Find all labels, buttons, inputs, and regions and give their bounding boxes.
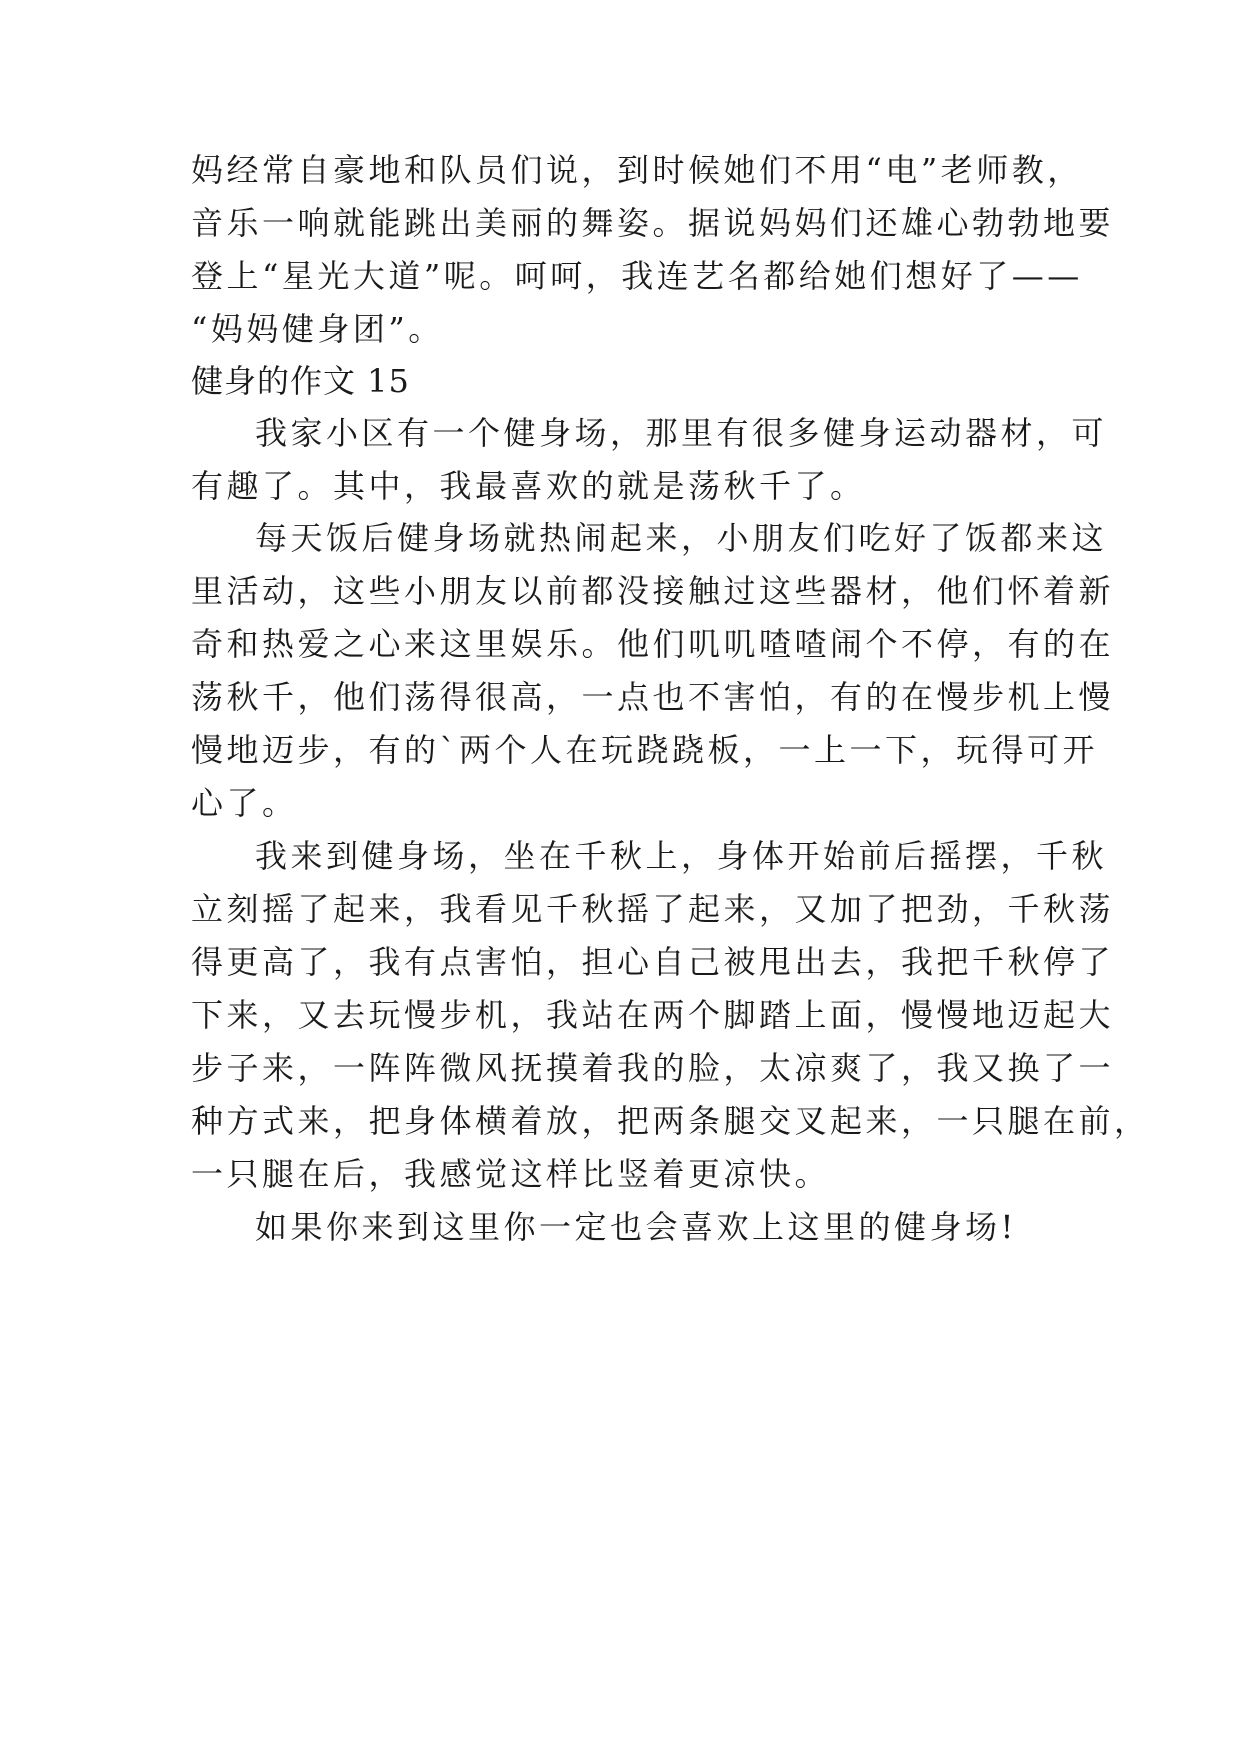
paragraph-first-line: 我来到健身场，坐在千秋上，身体开始前后摇摆，千秋 — [255, 837, 1108, 875]
text-line: 一只腿在后，我感觉这样比竖着更凉快。 — [191, 1155, 831, 1193]
text-line: 妈经常自豪地和队员们说，到时候她们不用“电”老师教， — [191, 151, 1083, 189]
text-line: 步子来，一阵阵微风抚摸着我的脸，太凉爽了，我又换了一 — [191, 1049, 1115, 1087]
text-line: 有趣了。其中，我最喜欢的就是荡秋千了。 — [191, 467, 866, 505]
text-line: 心了。 — [191, 784, 298, 822]
text-line: 里活动，这些小朋友以前都没接触过这些器材，他们怀着新 — [191, 572, 1115, 610]
text-line: 慢地迈步，有的`两个人在玩跷跷板，一上一下，玩得可开 — [191, 731, 1099, 769]
paragraph-first-line: 每天饭后健身场就热闹起来，小朋友们吃好了饭都来这 — [255, 519, 1108, 557]
text-line: 奇和热爱之心来这里娱乐。他们叽叽喳喳闹个不停，有的在 — [191, 625, 1115, 663]
section-heading: 健身的作文 15 — [191, 362, 410, 400]
text-line: 荡秋千，他们荡得很高，一点也不害怕，有的在慢步机上慢 — [191, 678, 1115, 716]
text-line: 种方式来，把身体横着放，把两条腿交叉起来，一只腿在前， — [191, 1102, 1150, 1140]
text-line: “妈妈健身团”。 — [191, 310, 444, 348]
text-line: 登上“星光大道”呢。呵呵，我连艺名都给她们想好了—— — [191, 257, 1083, 295]
paragraph-first-line: 如果你来到这里你一定也会喜欢上这里的健身场! — [255, 1208, 1017, 1246]
text-line: 音乐一响就能跳出美丽的舞姿。据说妈妈们还雄心勃勃地要 — [191, 204, 1115, 242]
text-line: 立刻摇了起来，我看见千秋摇了起来，又加了把劲，千秋荡 — [191, 890, 1115, 928]
text-line: 得更高了，我有点害怕，担心自己被甩出去，我把千秋停了 — [191, 943, 1115, 981]
text-line: 下来，又去玩慢步机，我站在两个脚踏上面，慢慢地迈起大 — [191, 996, 1115, 1034]
paragraph-first-line: 我家小区有一个健身场，那里有很多健身运动器材，可 — [255, 414, 1108, 452]
